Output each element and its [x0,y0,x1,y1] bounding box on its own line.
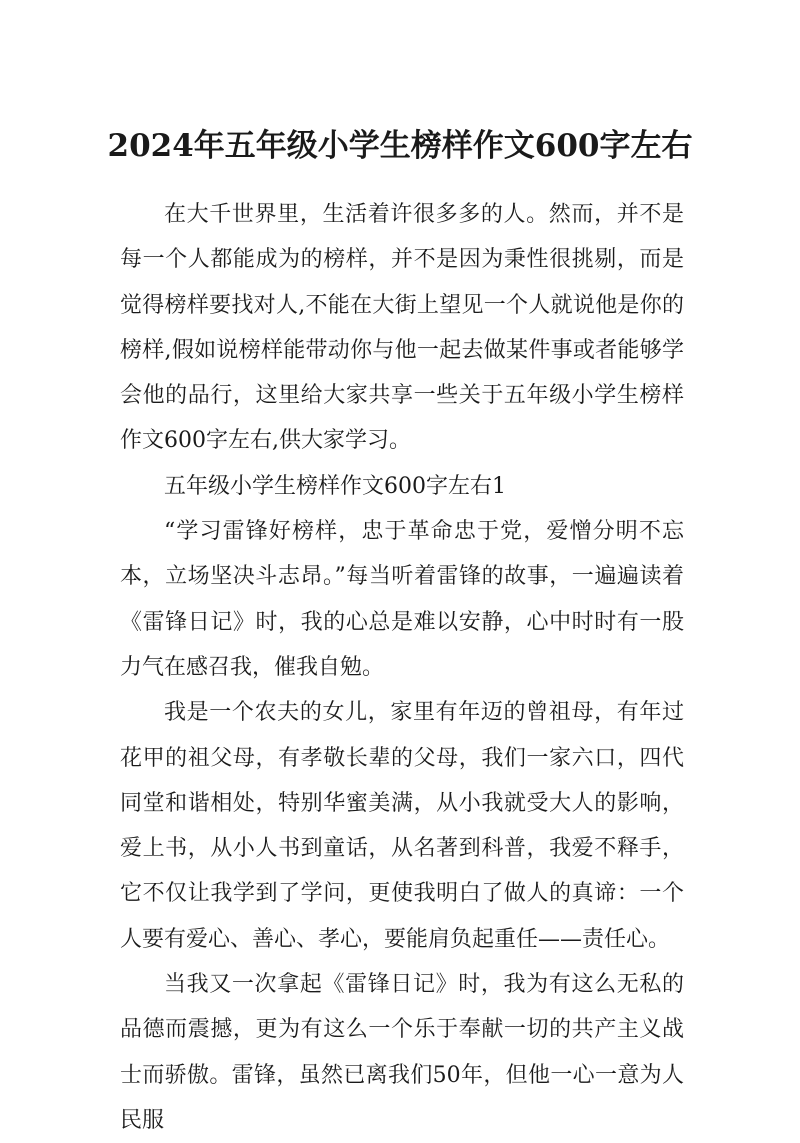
paragraph-diary: 当我又一次拿起《雷锋日记》时，我为有这么无私的品德而震撼，更为有这么一个乐于奉献一切的共产主义战士而骄傲。雷锋，虽然已离我们50年，但他一心一意为人民服 [120,972,684,1133]
paragraph-intro: 在大千世界里，生活着许很多多的人。然而，并不是每一个人都能成为的榜样，并不是因为秉性很挑剔，而是觉得榜样要找对人,不能在大街上望见一个人就说他是你的榜样,假如说榜样能带动你与他一起去做某件事或者能够学会他的品行，这里给大家共享一些关于五年级小学生榜样作文600字左右,供大家学习。 [120,202,684,454]
document-body [120,192,684,1143]
paragraph-quote: “学习雷锋好榜样，忠于革命忠于党，爱憎分明不忘本，立场坚决斗志昂。”每当听着雷锋的故事，一遍遍读着《雷锋日记》时，我的心总是难以安静，心中时时有一股力气在感召我，催我自勉。 [120,519,684,680]
document-title: 2024年五年级小学生榜样作文600字左右 [107,128,693,164]
paragraph-family: 我是一个农夫的女儿，家里有年迈的曾祖母，有年过花甲的祖父母，有孝敬长辈的父母，我们一家六口，四代同堂和谐相处，特别华蜜美满，从小我就受大人的影响，爱上书，从小人书到童话，从名著到科普，我爱不释手，它不仅让我学到了学问，更使我明白了做人的真谛：一个人要有爱心、善心、孝心，要能肩负起重任——责任心。 [120,700,684,952]
section-heading: 五年级小学生榜样作文600字左右1 [164,473,506,499]
